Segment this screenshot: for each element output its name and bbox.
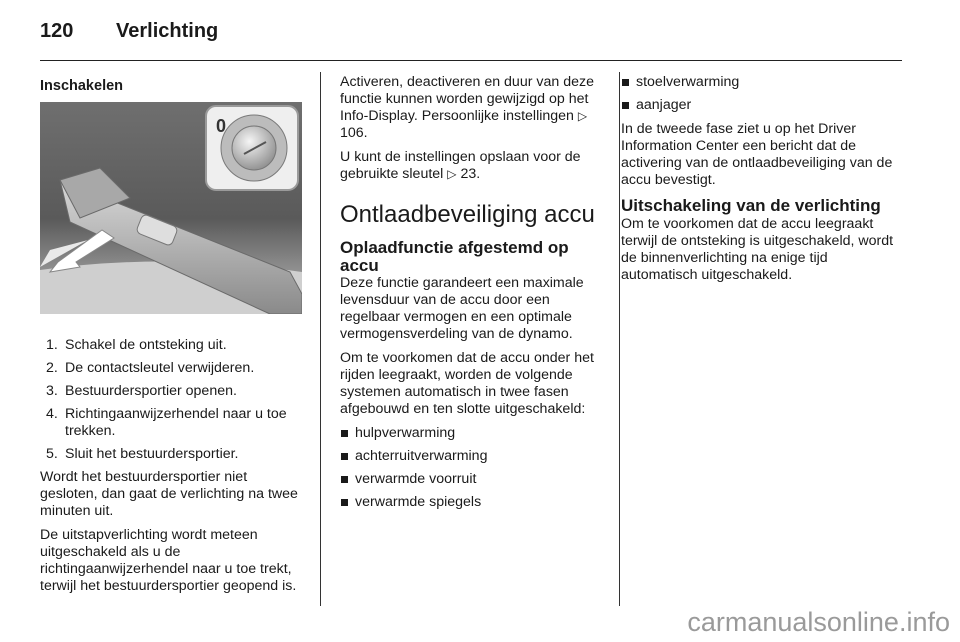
list-item: 3. Bestuurdersportier openen. <box>46 383 237 399</box>
paragraph: U kunt de instellingen opslaan voor de gebruikte sleutel ▷ 23. <box>340 149 581 182</box>
paragraph: Activeren, deactiveren en duur van deze functie kunnen worden gewijzigd op het Info-Display. Persoonlijke instellingen ▷ 106. <box>340 74 594 141</box>
paragraph: Wordt het bestuurdersportier niet gesloten, dan gaat de verlichting na twee minuten uit. <box>40 469 298 519</box>
paragraph: Om te voorkomen dat de accu onder het rijden leegraakt, worden de volgende systemen automatisch in twee fasen afgebouwd en ten slotte uitgeschakeld: <box>340 350 594 417</box>
subsection-title: Oplaadfunctie afgestemd op accu <box>340 238 569 275</box>
paragraph: Deze functie garandeert een maximale levensduur van de accu door een regelbaar vermogen en een optimale vermogensverdeling van de dynamo. <box>340 275 584 342</box>
list-item: 2. De contactsleutel verwijderen. <box>46 360 255 376</box>
steps-block <box>40 337 306 602</box>
column-2 <box>340 74 604 518</box>
list-item: verwarmde voorruit <box>340 471 604 488</box>
column-divider-1 <box>320 72 321 606</box>
page-title: Verlichting <box>116 20 219 42</box>
column-3 <box>621 74 905 291</box>
paragraph: In de tweede fase ziet u op het Driver Information Center een bericht dat de activering van de ontlaadbeveiliging van de accu bevestigt. <box>621 121 893 188</box>
list-item: 4. Richtingaanwijzerhendel naar u toe trekken. <box>46 406 287 439</box>
bullet-list <box>340 425 604 511</box>
list-item: aanjager <box>621 97 905 114</box>
bullet-list <box>621 74 905 114</box>
steps-list <box>40 337 306 463</box>
section-title: Ontlaadbeveiliging accu <box>340 201 595 228</box>
paragraph: Om te voorkomen dat de accu leegraakt terwijl de ontsteking is uitgeschakeld, wordt de binnenverlichting na enige tijd automatisch uitgeschakeld. <box>621 216 894 283</box>
list-item: verwarmde spiegels <box>340 494 604 511</box>
header-rule <box>40 60 902 61</box>
column-1 <box>40 74 306 95</box>
list-item: achterruitverwarming <box>340 448 604 465</box>
page-number: 120 <box>40 20 74 42</box>
list-item: 1. Schakel de ontsteking uit. <box>46 337 227 353</box>
paragraph: De uitstapverlichting wordt meteen uitgeschakeld als u de richtingaanwijzerhendel naar u toe trekt, terwijl het bestuurdersportier geopend is. <box>40 527 297 594</box>
figure-label: 0 <box>216 116 227 136</box>
list-item: stoelverwarming <box>621 74 905 91</box>
subsection-title: Uitschakeling van de verlichting <box>621 196 881 215</box>
lever-illustration <box>40 102 302 314</box>
section-heading-inschakelen: Inschakelen <box>40 78 124 94</box>
page-ref-icon: ▷ <box>447 167 457 181</box>
list-item: hulpverwarming <box>340 425 604 442</box>
watermark: carmanualsonline.info <box>687 607 950 637</box>
page-ref-icon: ▷ <box>577 109 588 123</box>
list-item: 5. Sluit het bestuurdersportier. <box>46 446 239 462</box>
column-divider-2 <box>619 72 620 606</box>
